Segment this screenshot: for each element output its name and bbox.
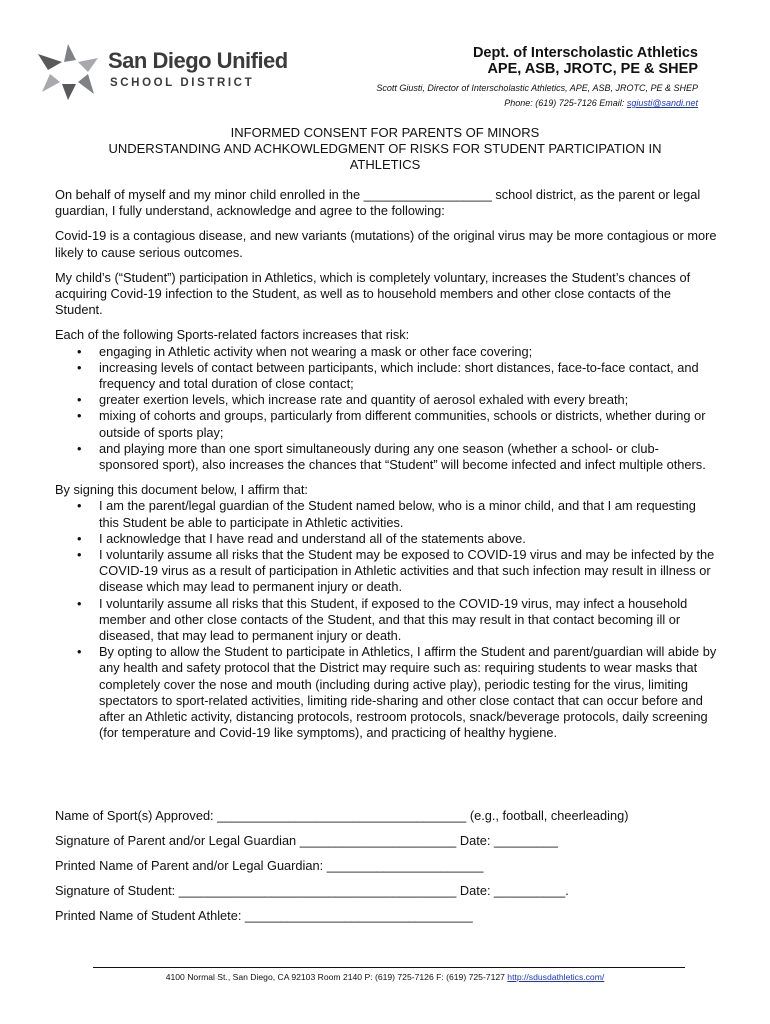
title-line-1: INFORMED CONSENT FOR PARENTS OF MINORS (230, 125, 540, 140)
sport-name-field[interactable]: Name of Sport(s) Approved: ___________________________________ (e.g., football, cheerleading) (55, 808, 629, 823)
participation-paragraph: My child’s (“Student”) participation in Athletics, which is completely voluntary, increases the Student’s chances of acquiring Covid-19 infection to the Student, as well as to household members and other close contacts of the Student. (55, 269, 691, 318)
footer-address: 4100 Normal St., San Diego, CA 92103 Room 2140 P: (619) 725-7126 F: (619) 725-7127 (165, 972, 508, 982)
footer (0, 972, 770, 982)
list-item: • greater exertion levels, which increase rate and quantity of aerosol exhaled with every breath; (55, 392, 717, 408)
intro-paragraph: On behalf of myself and my minor child enrolled in the __________________ school district, as the parent or legal guardian, I fully understand, acknowledge and agree to the following: (55, 187, 701, 219)
list-item: • mixing of cohorts and groups, particularly from different communities, schools or districts, whether during or outside of sports play; (55, 408, 717, 440)
contact-line (376, 98, 698, 108)
department-name: Dept. of Interscholastic Athletics (472, 45, 698, 61)
logo-title: San Diego Unified (108, 48, 288, 73)
factors-intro: Each of the following Sports-related factors increases that risk: (55, 327, 410, 343)
department-header (376, 45, 698, 108)
website-link[interactable]: http://sdusdathletics.com/ (507, 972, 605, 982)
list-item: • I acknowledge that I have read and understand all of the statements above. (55, 531, 717, 547)
title-line-3: ATHLETICS (349, 157, 421, 172)
risk-factor-list (55, 344, 717, 474)
student-signature-field[interactable]: Signature of Student: _______________________________________ Date: __________. (55, 883, 569, 898)
covid-paragraph: Covid-19 is a contagious disease, and new variants (mutations) of the original virus may be more contagious or more likely to cause serious outcomes. (55, 228, 717, 260)
list-item: • By opting to allow the Student to participate in Athletics, I affirm the Student and parent/guardian will abide by any health and safety protocol that the District may require such as: requiring students to wear masks that completely cover the nose and mouth (including during active play), periodic testing for the virus, limiting spectators to sport-related activities, limiting ride-sharing and other close contact that can occur before and after an Athletic activity, distancing protocols, restroom protocols, snack/beverage protocols, daily screening (for temperature and Covid-19 like symptoms), and practicing of healthy hygiene. (55, 644, 717, 741)
footer-divider (93, 967, 685, 968)
phone-label: Phone: (619) 725-7126 Email: (504, 98, 627, 108)
list-item: • I voluntarily assume all risks that the Student may be exposed to COVID-19 virus and may be infected by the COVID-19 virus as a result of participation in Athletic activities and that such infection may result in illness or disease which may lead to permanent injury or death. (55, 547, 717, 596)
email-link[interactable]: sgiusti@sandi.net (626, 98, 698, 108)
director-line: Scott Giusti, Director of Interscholastic Athletics, APE, ASB, JROTC, PE & SHEP (376, 83, 698, 93)
affirmation-list (55, 498, 717, 741)
list-item: • I am the parent/legal guardian of the Student named below, who is a minor child, and that I am requesting this Student be able to participate in Athletic activities. (55, 498, 717, 530)
parent-signature-field[interactable]: Signature of Parent and/or Legal Guardian ______________________ Date: _________ (55, 833, 559, 848)
parent-printed-name-field[interactable]: Printed Name of Parent and/or Legal Guardian: ______________________ (55, 858, 484, 873)
list-item: • increasing levels of contact between participants, which include: short distances, face-to-face contact, and frequency and total duration of close contact; (55, 360, 717, 392)
consent-body (55, 187, 717, 751)
list-item: • and playing more than one sport simultaneously during any one season (whether a school- or club-sponsored sport), also increases the chances that “Student” will become infected and infect multiple others. (55, 441, 717, 473)
list-item: • I voluntarily assume all risks that this Student, if exposed to the COVID-19 virus, may infect a household member and other close contacts of the Student, and that this may result in that contact becoming ill or diseased, that may lead to permanent injury or death. (55, 596, 717, 645)
document-title (55, 125, 715, 173)
star-logo-icon (38, 42, 102, 102)
student-printed-name-field[interactable]: Printed Name of Student Athlete: ________________________________ (55, 908, 473, 923)
district-logo (38, 42, 298, 102)
programs-line: APE, ASB, JROTC, PE & SHEP (487, 61, 698, 77)
title-line-2: UNDERSTANDING AND ACHKOWLEDGMENT OF RISKS FOR STUDENT PARTICIPATION IN (108, 141, 662, 156)
logo-subtitle: SCHOOL DISTRICT (110, 77, 255, 89)
list-item: • engaging in Athletic activity when not wearing a mask or other face covering; (55, 344, 717, 360)
affirm-intro: By signing this document below, I affirm that: (55, 482, 308, 498)
signature-fields (55, 808, 628, 933)
